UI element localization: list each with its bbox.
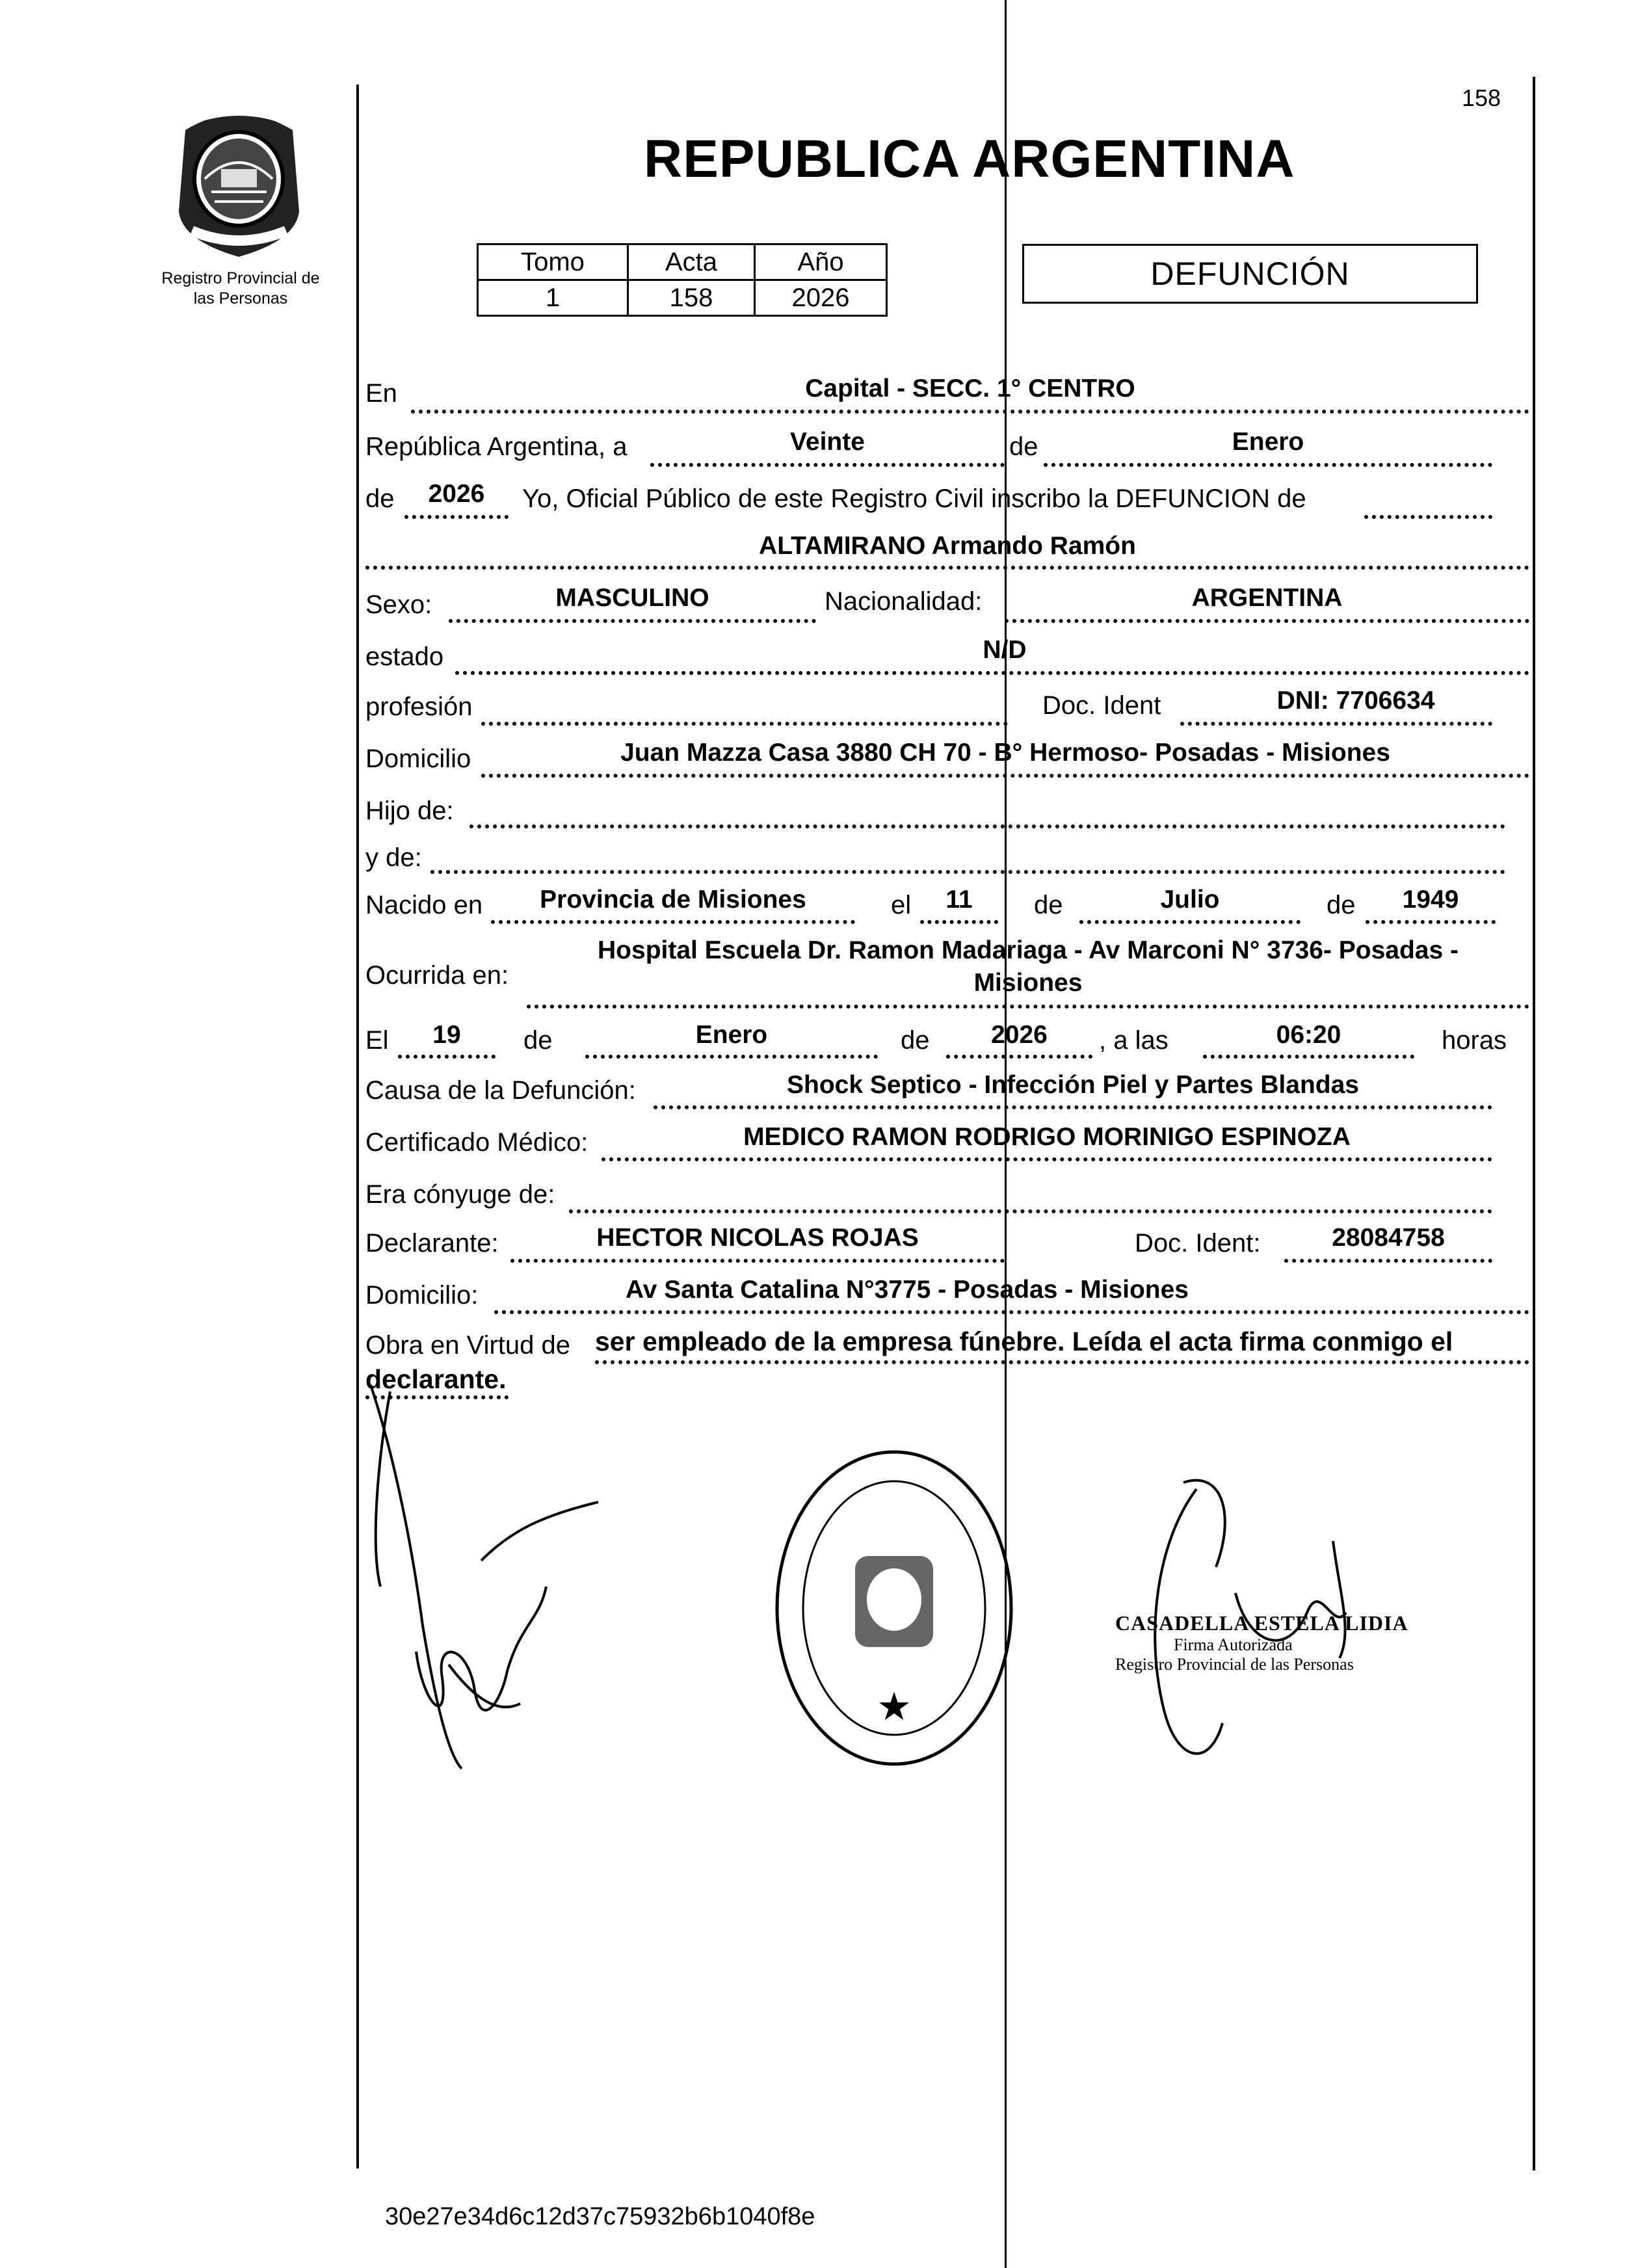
obra-dotted-line1 bbox=[595, 1360, 1529, 1364]
profesion-dotted-line bbox=[481, 722, 1008, 726]
nac-anio-value: 1949 bbox=[1402, 886, 1459, 914]
official-role-line2: Registro Provincial de las Personas bbox=[1115, 1655, 1354, 1674]
en-label: En bbox=[365, 379, 397, 408]
document-type-box bbox=[1022, 244, 1478, 304]
causa-value: Shock Septico - Infección Piel y Partes Blandas bbox=[787, 1071, 1359, 1099]
acta-number-corner: 158 bbox=[1462, 85, 1501, 111]
def-el-label: El bbox=[365, 1026, 389, 1055]
registry-stamp bbox=[771, 1440, 1018, 1778]
table-header-acta: Acta bbox=[628, 244, 755, 280]
mes-value: Enero bbox=[1232, 428, 1304, 456]
sexo-value: MASCULINO bbox=[555, 584, 709, 612]
right-border-line bbox=[1533, 77, 1535, 2170]
obra-label: Obra en Virtud de bbox=[365, 1331, 571, 1360]
def-anio-dotted-line bbox=[946, 1055, 1092, 1059]
nac-dia-dotted-line bbox=[920, 920, 998, 924]
nac-mes-dotted-line bbox=[1079, 920, 1301, 924]
anio-dotted-line bbox=[404, 515, 509, 519]
republica-label: República Argentina, a bbox=[365, 432, 628, 461]
de-label: de bbox=[1009, 432, 1038, 461]
estado-dotted-line bbox=[455, 671, 1529, 675]
ocurrida-line2: Misiones bbox=[973, 969, 1083, 997]
def-de4-label: de bbox=[901, 1026, 930, 1055]
en-dotted-line bbox=[411, 410, 1529, 414]
nacionalidad-dotted-line bbox=[1005, 619, 1529, 623]
nacido-lugar-value: Provincia de Misiones bbox=[540, 886, 806, 914]
estado-value: N/D bbox=[983, 636, 1027, 664]
nacionalidad-value: ARGENTINA bbox=[1191, 584, 1343, 612]
estado-label: estado bbox=[365, 642, 444, 671]
y-de-dotted-line bbox=[430, 870, 1505, 874]
def-dia-value: 19 bbox=[432, 1021, 461, 1049]
conyuge-label: Era cónyuge de: bbox=[365, 1180, 555, 1209]
hijo-dotted-line bbox=[469, 824, 1505, 828]
ocurrida-line1: Hospital Escuela Dr. Ramon Madariaga - Av Marconi N° 3736- Posadas - bbox=[598, 936, 1459, 964]
registry-table bbox=[477, 243, 888, 317]
mes-dotted-line bbox=[1044, 463, 1492, 467]
nac-dia-value: 11 bbox=[945, 886, 973, 914]
def-anio-value: 2026 bbox=[991, 1021, 1048, 1049]
causa-dotted-line bbox=[654, 1105, 1492, 1109]
obra-line1: ser empleado de la empresa fúnebre. Leída el acta firma conmigo el bbox=[595, 1326, 1453, 1356]
domicilio2-dotted-line bbox=[494, 1310, 1529, 1314]
certificado-value: MEDICO RAMON RODRIGO MORINIGO ESPINOZA bbox=[743, 1123, 1351, 1151]
official-name: CASADELLA ESTELA LIDIA bbox=[1115, 1611, 1408, 1635]
dia-texto-value: Veinte bbox=[790, 428, 865, 456]
profesion-label: profesión bbox=[365, 692, 473, 721]
nac-mes-value: Julio bbox=[1160, 886, 1220, 914]
hora-value: 06:20 bbox=[1276, 1021, 1341, 1049]
anio-prefix-label: de bbox=[365, 484, 395, 513]
en-value: Capital - SECC. 1° CENTRO bbox=[805, 375, 1135, 402]
def-mes-value: Enero bbox=[695, 1021, 768, 1049]
svg-text:★: ★ bbox=[877, 1685, 912, 1728]
nac-de1-label: de bbox=[1034, 891, 1063, 919]
inscribo-dotted-line bbox=[1364, 515, 1492, 519]
document-type-label: DEFUNCIÓN bbox=[1150, 256, 1350, 292]
declarante-label: Declarante: bbox=[365, 1229, 499, 1258]
causa-label: Causa de la Defunción: bbox=[365, 1076, 636, 1105]
certificado-dotted-line bbox=[601, 1157, 1492, 1161]
nacionalidad-label: Nacionalidad: bbox=[825, 587, 983, 616]
table-value-acta: 158 bbox=[628, 280, 755, 316]
doc2-label: Doc. Ident: bbox=[1135, 1229, 1261, 1258]
table-value-anio: 2026 bbox=[755, 280, 887, 316]
ocurrida-label: Ocurrida en: bbox=[365, 961, 509, 990]
nombre-dotted-line bbox=[365, 566, 1529, 570]
nac-el-label: el bbox=[891, 891, 912, 919]
inscribo-text: Yo, Oficial Público de este Registro Civil inscribo la DEFUNCION de bbox=[522, 484, 1306, 513]
domicilio-dotted-line bbox=[481, 774, 1529, 778]
alas-label: , a las bbox=[1099, 1026, 1169, 1055]
ocurrida-dotted-line bbox=[527, 1005, 1529, 1009]
def-de3-label: de bbox=[523, 1026, 553, 1055]
conyuge-dotted-line bbox=[569, 1209, 1492, 1213]
nacido-label: Nacido en bbox=[365, 891, 483, 919]
def-dia-dotted-line bbox=[398, 1055, 495, 1059]
table-value-tomo: 1 bbox=[478, 280, 628, 316]
document-hash: 30e27e34d6c12d37c75932b6b1040f8e bbox=[385, 2203, 815, 2230]
horas-label: horas bbox=[1442, 1026, 1507, 1055]
dia-dotted-line bbox=[650, 463, 1005, 467]
table-header-row bbox=[478, 244, 887, 280]
sexo-dotted-line bbox=[449, 619, 816, 623]
official-signature-block bbox=[1115, 1611, 1414, 1674]
doc-label: Doc. Ident bbox=[1042, 691, 1161, 720]
table-value-row bbox=[478, 280, 887, 316]
official-role-line1: Firma Autorizada bbox=[1174, 1635, 1293, 1654]
table-header-anio: Año bbox=[755, 244, 887, 280]
hora-dotted-line bbox=[1203, 1055, 1414, 1059]
domicilio-label: Domicilio bbox=[365, 745, 471, 773]
nac-anio-dotted-line bbox=[1366, 920, 1496, 924]
doc2-dotted-line bbox=[1284, 1259, 1492, 1263]
nombre-value: ALTAMIRANO Armando Ramón bbox=[759, 532, 1136, 560]
doc-value: DNI: 7706634 bbox=[1276, 687, 1435, 715]
sexo-label: Sexo: bbox=[365, 590, 432, 619]
domicilio-value: Juan Mazza Casa 3880 CH 70 - B° Hermoso- Posadas - Misiones bbox=[620, 739, 1390, 767]
nac-de2-label: de bbox=[1327, 891, 1356, 919]
doc-dotted-line bbox=[1180, 722, 1492, 726]
y-de-label: y de: bbox=[365, 843, 422, 872]
nacido-lugar-dotted-line bbox=[491, 920, 855, 924]
declarant-signature bbox=[351, 1365, 611, 1782]
doc2-value: 28084758 bbox=[1332, 1224, 1445, 1252]
certificado-label: Certificado Médico: bbox=[365, 1128, 588, 1157]
domicilio2-value: Av Santa Catalina N°3775 - Posadas - Misiones bbox=[626, 1276, 1189, 1304]
declarante-dotted-line bbox=[510, 1259, 1005, 1263]
domicilio2-label: Domicilio: bbox=[365, 1281, 479, 1310]
provincial-seal-logo bbox=[166, 101, 312, 260]
obra-line2: declarante. bbox=[365, 1364, 507, 1394]
left-border-line bbox=[356, 85, 359, 2169]
declarante-value: HECTOR NICOLAS ROJAS bbox=[596, 1224, 919, 1252]
registry-caption-line1: Registro Provincial de bbox=[161, 269, 320, 287]
registry-caption-line2: las Personas bbox=[193, 289, 288, 308]
page-title: REPUBLICA ARGENTINA bbox=[644, 129, 1295, 189]
registry-caption bbox=[130, 269, 351, 309]
table-header-tomo: Tomo bbox=[478, 244, 628, 280]
hijo-label: Hijo de: bbox=[365, 797, 454, 825]
def-mes-dotted-line bbox=[585, 1055, 878, 1059]
anio-value: 2026 bbox=[428, 480, 485, 508]
